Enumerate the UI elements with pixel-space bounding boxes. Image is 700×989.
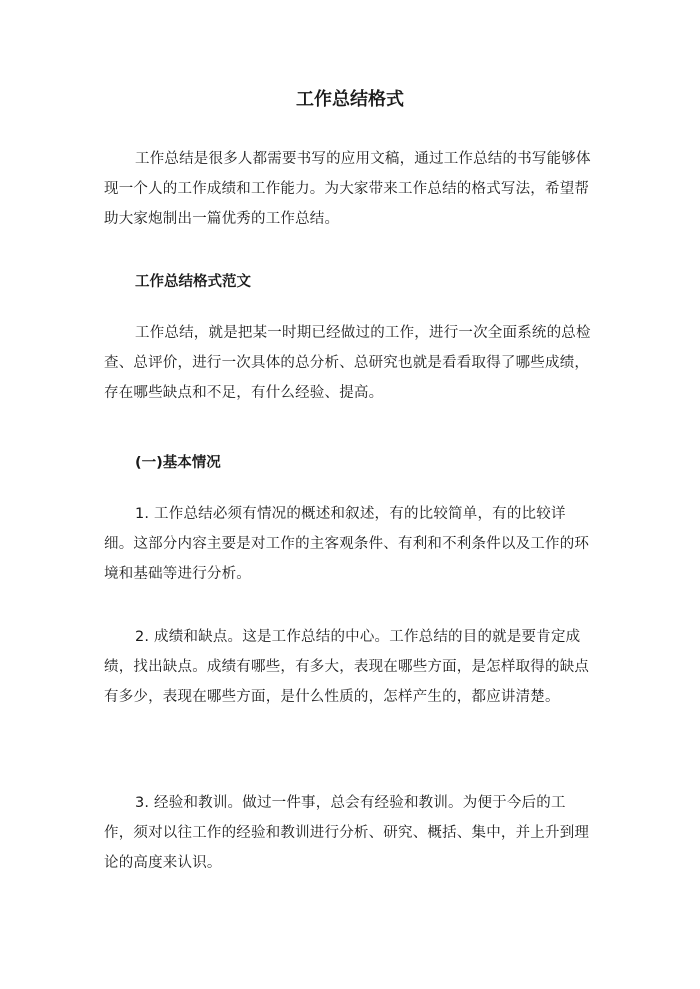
section-heading: 工作总结格式范文 — [135, 274, 251, 290]
document-title: 工作总结格式 — [296, 89, 404, 110]
summary-paragraph: 工作总结，就是把某一时期已经做过的工作，进行一次全面系统的总检查、总评价，进行一次具体的总分析、总研究也就是看看取得了哪些成绩，存在哪些缺点和不足，有什么经验、提高。 — [104, 325, 591, 401]
intro-paragraph: 工作总结是很多人都需要书写的应用文稿，通过工作总结的书写能够体现一个人的工作成绩和工作能力。为大家带来工作总结的格式写法，希望帮助大家炮制出一篇优秀的工作总结。 — [104, 151, 591, 227]
list-item: 2. 成绩和缺点。这是工作总结的中心。工作总结的目的就是要肯定成绩，找出缺点。成绩有哪些，有多大，表现在哪些方面，是怎样取得的缺点有多少，表现在哪些方面，是什么性质的，怎样产生的，都应讲清楚。 — [104, 629, 590, 705]
list-item: 3. 经验和教训。做过一件事，总会有经验和教训。为便于今后的工作，须对以往工作的经验和教训进行分析、研究、概括、集中，并上升到理论的高度来认识。 — [104, 795, 590, 871]
subsection-heading: (一)基本情况 — [135, 455, 221, 471]
list-item: 1. 工作总结必须有情况的概述和叙述，有的比较简单，有的比较详细。这部分内容主要是对工作的主客观条件、有利和不利条件以及工作的环境和基础等进行分析。 — [104, 506, 590, 582]
